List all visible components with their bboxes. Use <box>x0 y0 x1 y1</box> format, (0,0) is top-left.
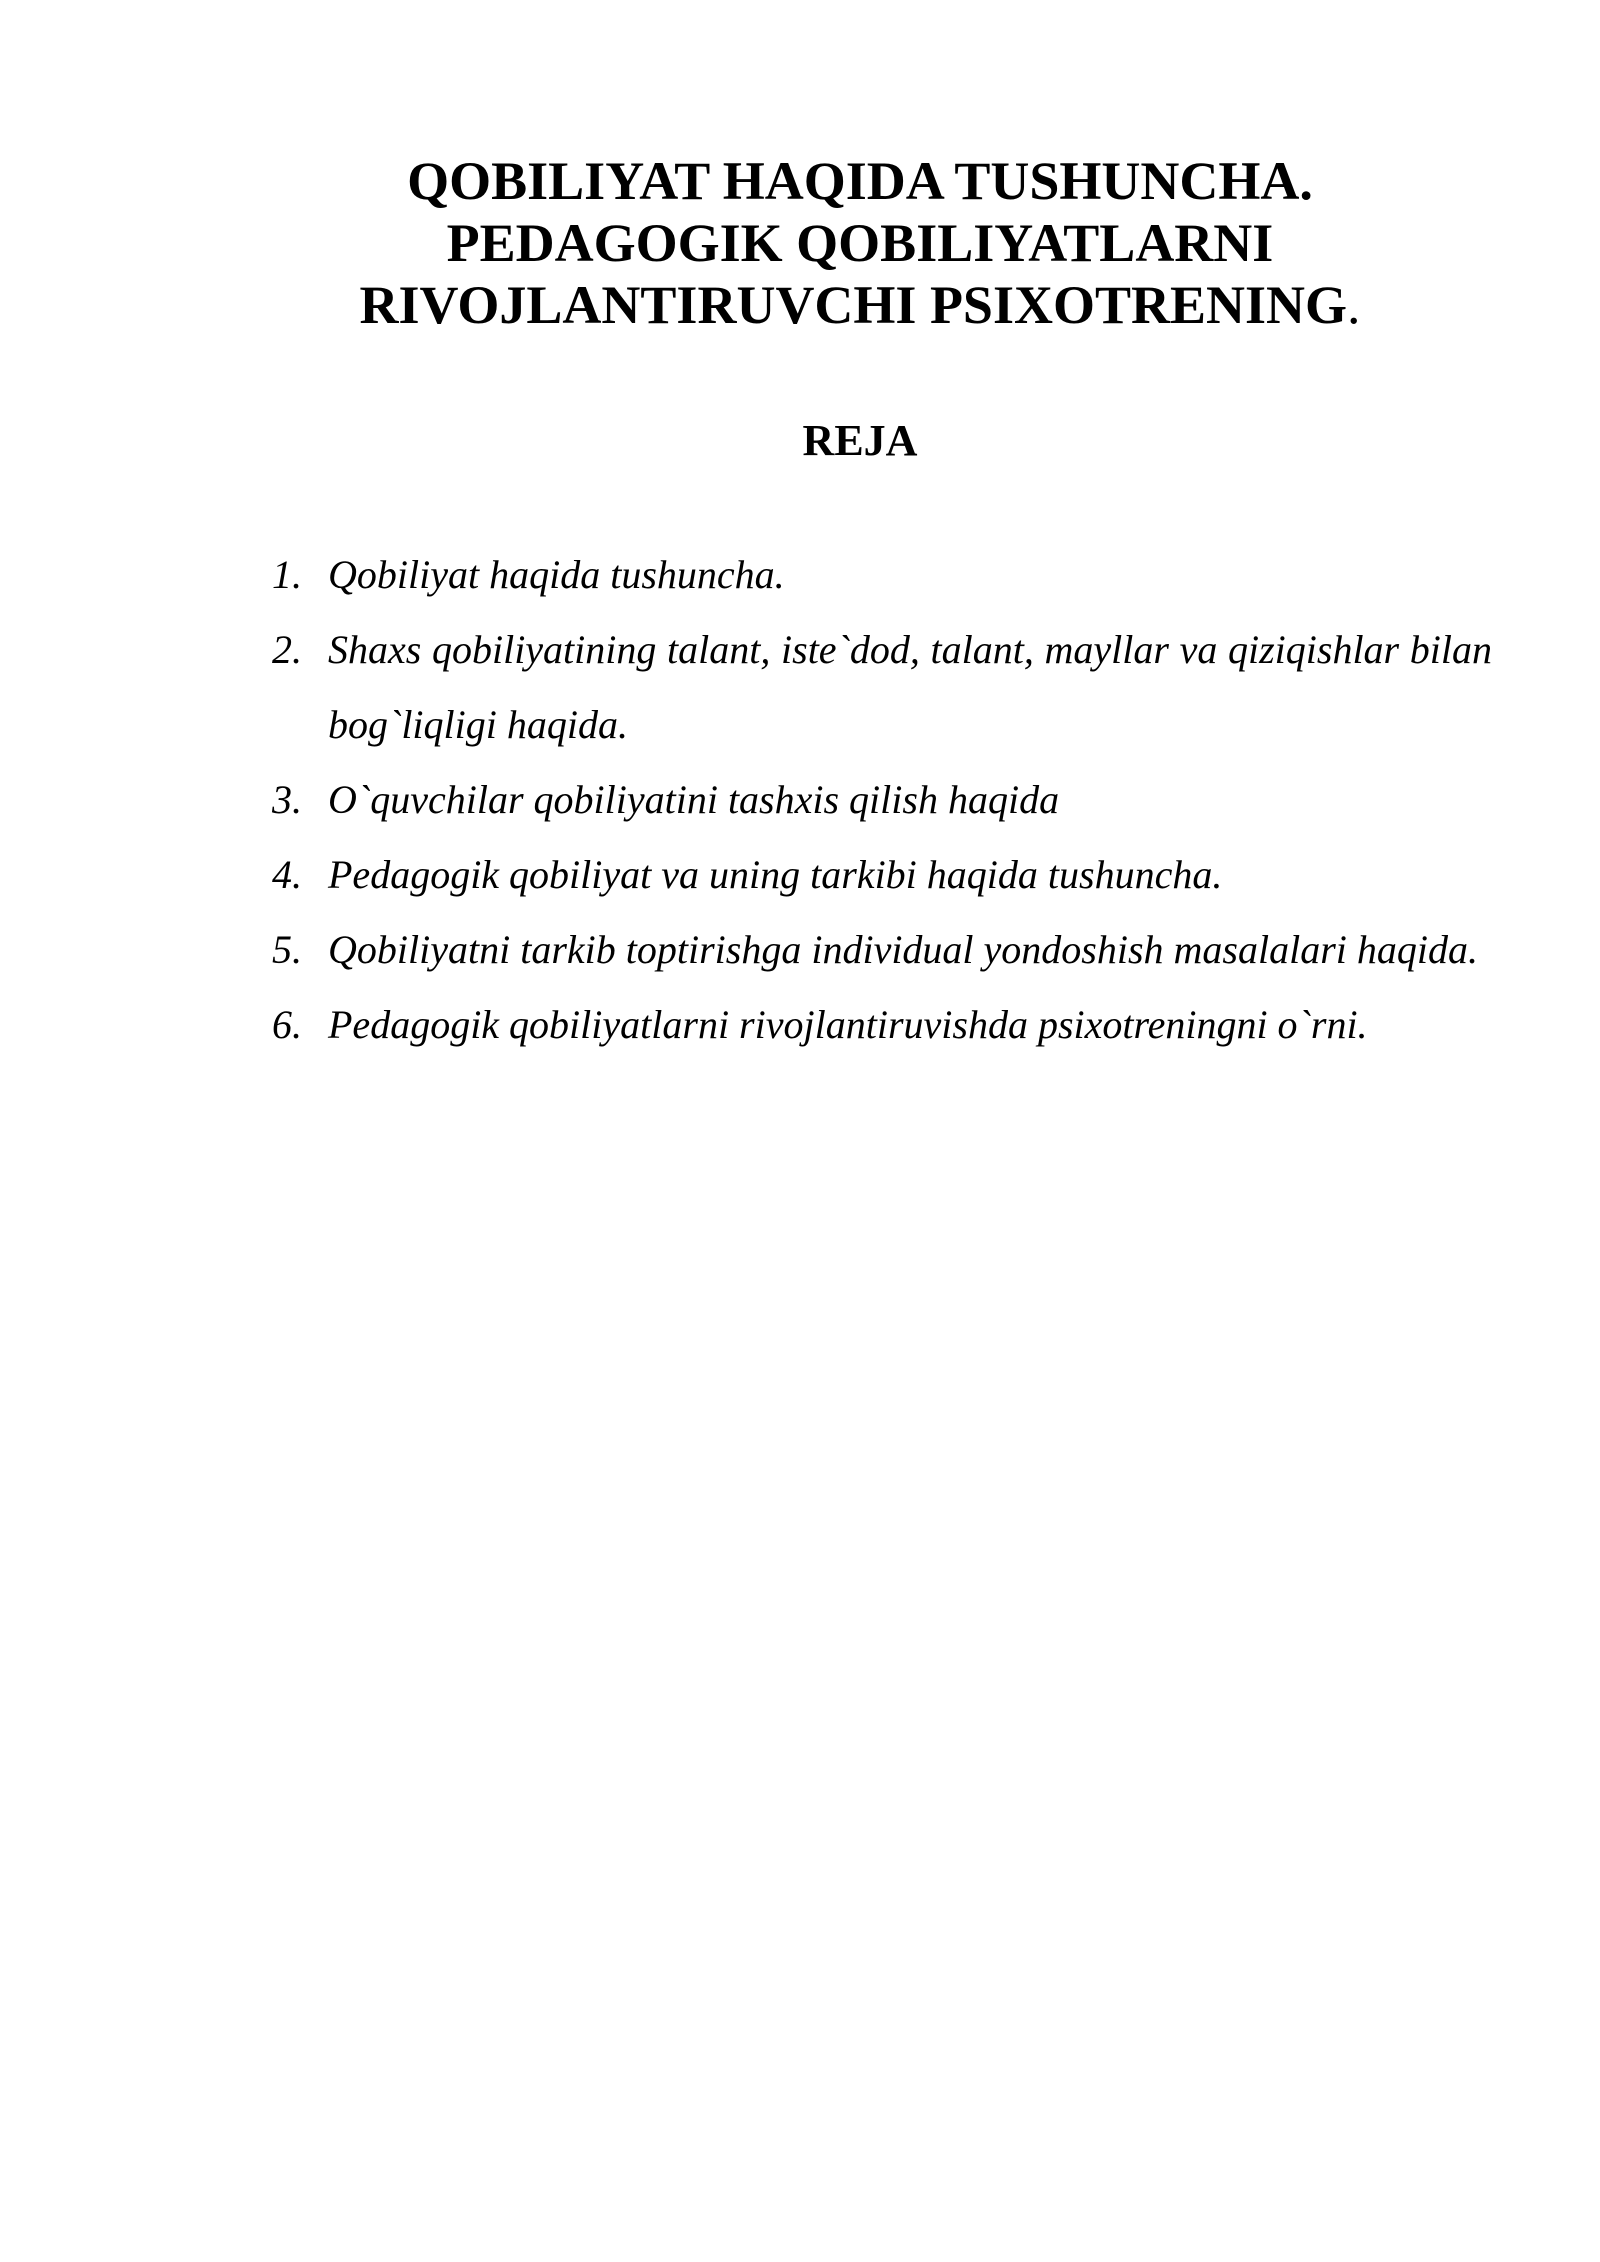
title-line-3-text: RIVOJLANTIRUVCHI PSIXOTRENING <box>359 275 1348 335</box>
plan-item-number: 3. <box>272 777 302 822</box>
plan-list <box>272 537 1492 1062</box>
title-end-punctuation: . <box>1347 275 1361 335</box>
plan-item-4 <box>272 837 1492 912</box>
plan-heading: REJA <box>802 416 918 465</box>
plan-item-text: Qobiliyatni tarkib toptirishga individual yondoshish masalalari haqida. <box>328 927 1479 972</box>
plan-item-text: Qobiliyat haqida tushuncha. <box>328 552 785 597</box>
plan-item-number: 6. <box>272 1002 302 1047</box>
title-line-3 <box>200 274 1520 336</box>
plan-item-1 <box>272 537 1492 612</box>
plan-item-3 <box>272 762 1492 837</box>
plan-item-number: 5. <box>272 927 302 972</box>
plan-item-6 <box>272 987 1492 1062</box>
document-title <box>200 150 1520 336</box>
plan-item-number: 2. <box>272 627 302 672</box>
plan-item-number: 1. <box>272 552 302 597</box>
plan-item-number: 4. <box>272 852 302 897</box>
plan-item-text: Shaxs qobiliyatining talant, iste`dod, talant, mayllar va qiziqishlar bilan bog`liqligi haqida. <box>328 627 1492 747</box>
title-line-2: PEDAGOGIK QOBILIYATLARNI <box>446 213 1274 273</box>
plan-item-2 <box>272 612 1492 762</box>
plan-item-5 <box>272 912 1492 987</box>
plan-item-text: Pedagogik qobiliyat va uning tarkibi haqida tushuncha. <box>328 852 1223 897</box>
plan-item-text: Pedagogik qobiliyatlarni rivojlantiruvishda psixotreningni o`rni. <box>328 1002 1368 1047</box>
plan-item-text: O`quvchilar qobiliyatini tashxis qilish haqida <box>328 777 1060 822</box>
title-line-1: QOBILIYAT HAQIDA TUSHUNCHA. <box>407 151 1313 211</box>
